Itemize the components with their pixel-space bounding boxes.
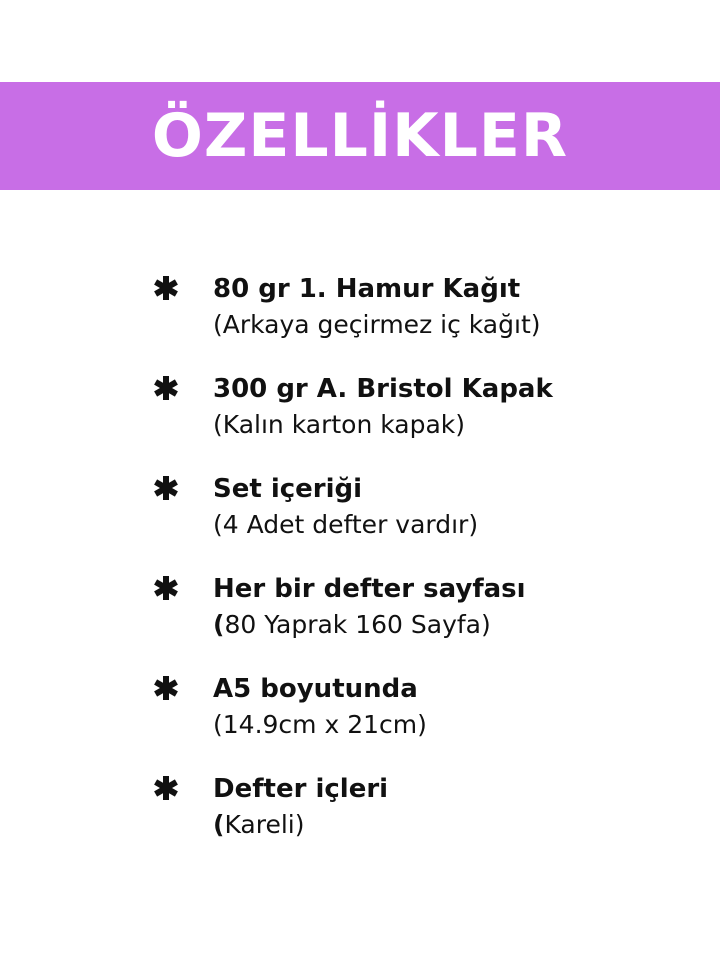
feature-title: 300 gr A. Bristol Kapak bbox=[213, 374, 553, 404]
feature-detail: (Kalın karton kapak) bbox=[213, 410, 466, 439]
feature-text bbox=[213, 270, 683, 342]
feature-item bbox=[152, 570, 692, 670]
feature-title: 80 gr 1. Hamur Kağıt bbox=[213, 274, 521, 304]
feature-title: A5 boyutunda bbox=[213, 674, 418, 704]
asterisk-icon bbox=[152, 374, 180, 402]
feature-item bbox=[152, 270, 692, 370]
feature-item bbox=[152, 770, 692, 870]
asterisk-icon bbox=[152, 574, 180, 602]
feature-text bbox=[213, 670, 683, 742]
header-banner bbox=[0, 82, 720, 190]
feature-detail: (14.9cm x 21cm) bbox=[213, 710, 427, 739]
feature-detail: (Arkaya geçirmez iç kağıt) bbox=[213, 310, 541, 339]
feature-text bbox=[213, 470, 683, 542]
feature-text bbox=[213, 770, 683, 842]
feature-item bbox=[152, 470, 692, 570]
feature-title: Her bir defter sayfası bbox=[213, 574, 526, 604]
feature-text bbox=[213, 570, 683, 642]
feature-detail: (Kareli) bbox=[213, 810, 305, 839]
asterisk-icon bbox=[152, 674, 180, 702]
feature-list bbox=[152, 270, 692, 870]
feature-detail: (80 Yaprak 160 Sayfa) bbox=[213, 610, 491, 639]
asterisk-icon bbox=[152, 774, 180, 802]
asterisk-icon bbox=[152, 474, 180, 502]
feature-title: Set içeriği bbox=[213, 474, 363, 504]
feature-detail: (4 Adet defter vardır) bbox=[213, 510, 479, 539]
page-title: ÖZELLİKLER bbox=[151, 101, 569, 171]
feature-title: Defter içleri bbox=[213, 774, 389, 804]
asterisk-icon bbox=[152, 274, 180, 302]
feature-text bbox=[213, 370, 683, 442]
feature-item bbox=[152, 370, 692, 470]
feature-item bbox=[152, 670, 692, 770]
